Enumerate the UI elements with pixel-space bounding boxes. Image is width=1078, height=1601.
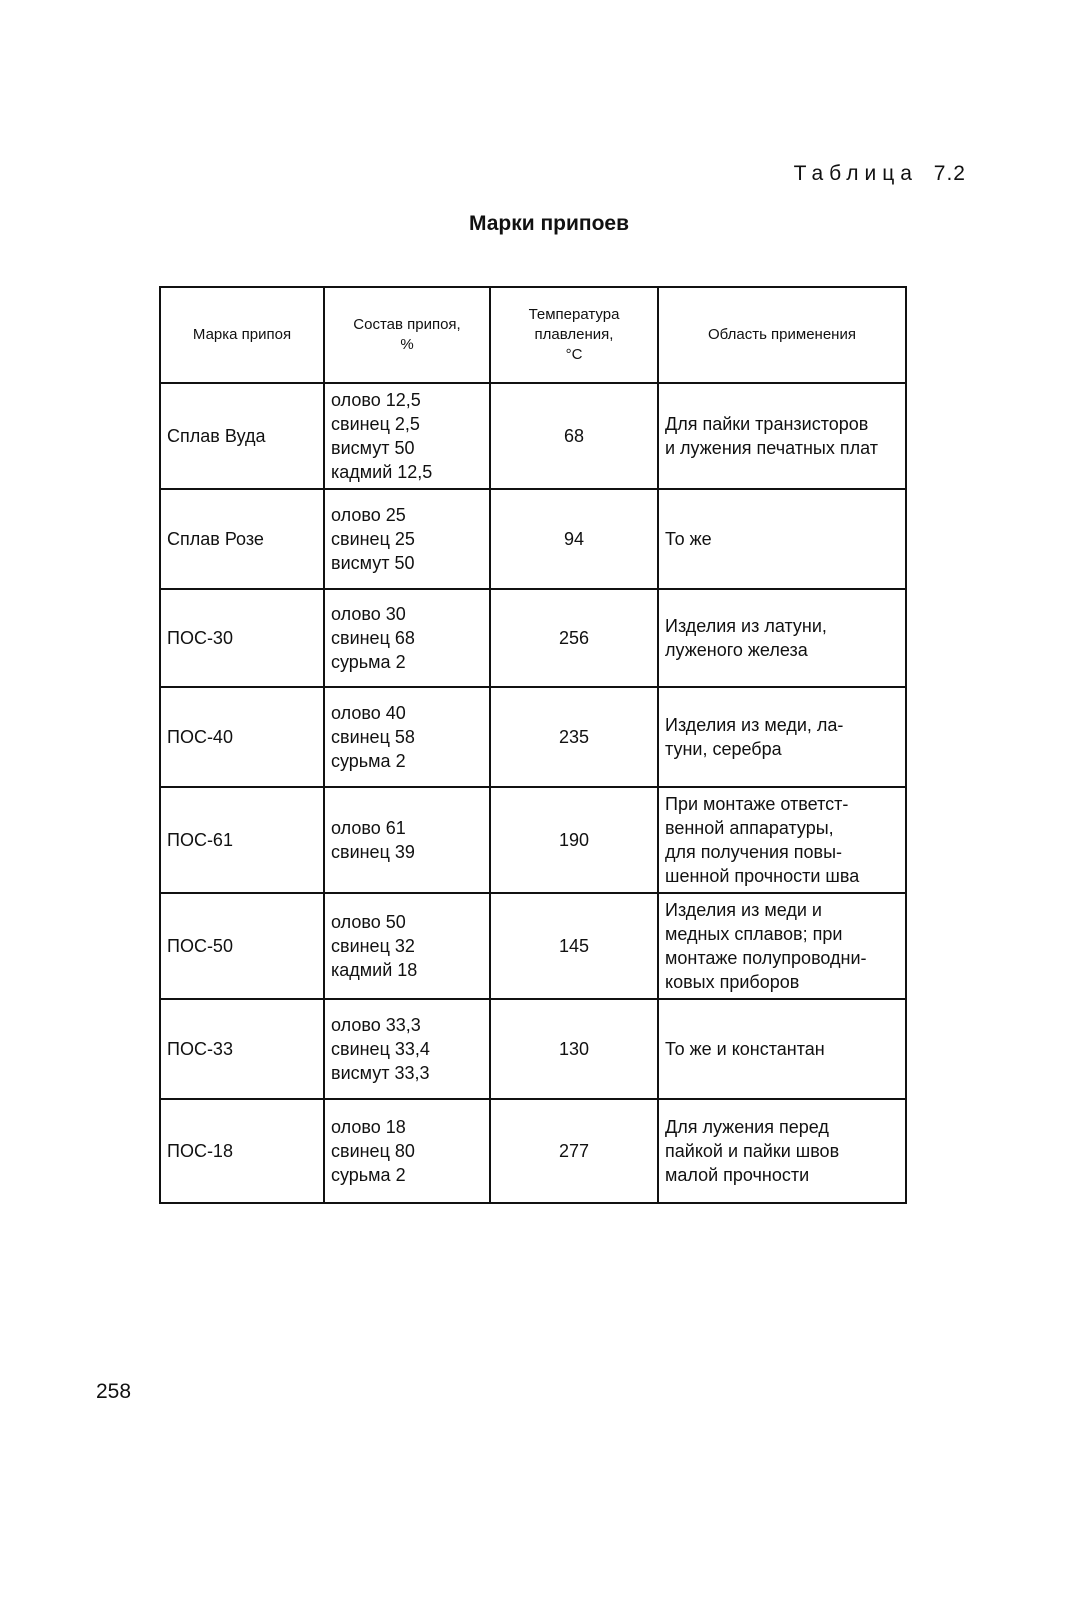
cell-temperature: 277: [490, 1099, 658, 1203]
cell-temperature: 235: [490, 687, 658, 787]
header-application: Область применения: [658, 287, 906, 383]
table-row: [160, 687, 906, 787]
table-label: [794, 162, 966, 186]
cell-composition: олово 40 свинец 58 сурьма 2: [324, 687, 490, 787]
cell-temperature: 190: [490, 787, 658, 893]
cell-temperature: 145: [490, 893, 658, 999]
header-composition: Состав припоя, %: [324, 287, 490, 383]
cell-temperature: 130: [490, 999, 658, 1099]
table-header-row: [160, 287, 906, 383]
cell-composition: олово 18 свинец 80 сурьма 2: [324, 1099, 490, 1203]
table-title: Марки припоев: [468, 212, 630, 235]
header-temperature: Температура плавления, °С: [490, 287, 658, 383]
solder-grades-table: [159, 286, 907, 1204]
cell-composition: олово 30 свинец 68 сурьма 2: [324, 589, 490, 687]
table-number: 7.2: [933, 162, 966, 185]
table-row: [160, 787, 906, 893]
table-row: [160, 589, 906, 687]
cell-grade: ПОС-61: [160, 787, 324, 893]
cell-temperature: 256: [490, 589, 658, 687]
cell-grade: Сплав Вуда: [160, 383, 324, 489]
cell-application: Для лужения перед пайкой и пайки швов малой прочности: [658, 1099, 906, 1203]
page-number: 258: [96, 1380, 132, 1403]
cell-grade: ПОС-30: [160, 589, 324, 687]
cell-temperature: 68: [490, 383, 658, 489]
cell-application: То же: [658, 489, 906, 589]
cell-grade: Сплав Розе: [160, 489, 324, 589]
cell-temperature: 94: [490, 489, 658, 589]
table-row: [160, 999, 906, 1099]
table-row: [160, 1099, 906, 1203]
cell-composition: олово 61 свинец 39: [324, 787, 490, 893]
cell-grade: ПОС-33: [160, 999, 324, 1099]
cell-application: Для пайки транзисторов и лужения печатных плат: [658, 383, 906, 489]
table-row: [160, 383, 906, 489]
table-row: [160, 893, 906, 999]
header-grade: Марка припоя: [160, 287, 324, 383]
table-label-word: Таблица: [793, 162, 918, 185]
cell-application: Изделия из меди, ла- туни, серебра: [658, 687, 906, 787]
cell-application: При монтаже ответст- венной аппаратуры, для получения повы- шенной прочности шва: [658, 787, 906, 893]
cell-composition: олово 33,3 свинец 33,4 висмут 33,3: [324, 999, 490, 1099]
cell-application: Изделия из латуни, луженого железа: [658, 589, 906, 687]
cell-composition: олово 50 свинец 32 кадмий 18: [324, 893, 490, 999]
cell-composition: олово 12,5 свинец 2,5 висмут 50 кадмий 12,5: [324, 383, 490, 489]
cell-application: Изделия из меди и медных сплавов; при монтаже полупроводни- ковых приборов: [658, 893, 906, 999]
cell-grade: ПОС-40: [160, 687, 324, 787]
cell-application: То же и константан: [658, 999, 906, 1099]
table-row: [160, 489, 906, 589]
cell-composition: олово 25 свинец 25 висмут 50: [324, 489, 490, 589]
cell-grade: ПОС-50: [160, 893, 324, 999]
cell-grade: ПОС-18: [160, 1099, 324, 1203]
